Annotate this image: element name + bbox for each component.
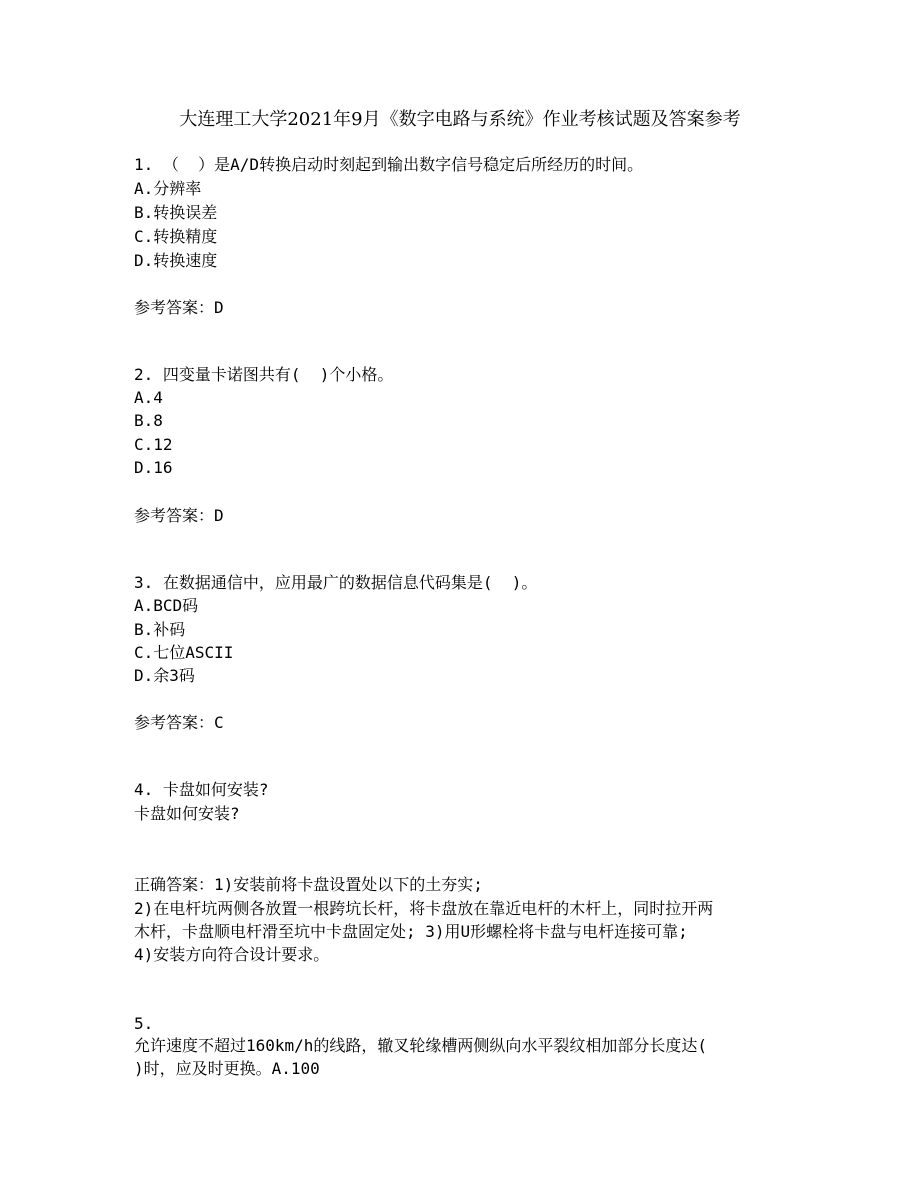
question-3-stem: 3. 在数据通信中，应用最广的数据信息代码集是( )。 — [134, 573, 538, 592]
question-4-body: 卡盘如何安装? — [134, 804, 240, 823]
question-4-answer-line-4: 4)安装方向符合设计要求。 — [134, 945, 330, 964]
question-2-option-b: B.8 — [134, 411, 163, 430]
question-5-stem: 5. — [134, 1014, 154, 1033]
question-4-answer-line-1: 正确答案：1)安装前将卡盘设置处以下的土夯实; — [134, 875, 483, 894]
question-1-option-c: C.转换精度 — [134, 227, 218, 246]
question-2-option-c: C.12 — [134, 435, 173, 454]
document-title: 大连理工大学2021年9月《数字电路与系统》作业考核试题及答案参考 — [179, 109, 741, 130]
question-4-answer-line-2: 2)在电杆坑两侧各放置一根跨坑长杆，将卡盘放在靠近电杆的木杆上，同时拉开两 — [134, 899, 714, 918]
question-5-body-line-2: )时，应及时更换。A.100 — [134, 1059, 320, 1078]
question-4-answer-line-3: 木杆，卡盘顺电杆滑至坑中卡盘固定处; 3)用U形螺栓将卡盘与电杆连接可靠; — [134, 922, 688, 941]
question-1-answer: 参考答案：D — [134, 298, 224, 317]
question-2-answer: 参考答案：D — [134, 506, 224, 525]
question-3-option-a: A.BCD码 — [134, 596, 199, 615]
question-2-stem: 2. 四变量卡诺图共有( )个小格。 — [134, 365, 394, 384]
question-2-option-a: A.4 — [134, 388, 163, 407]
question-3-option-b: B.补码 — [134, 620, 186, 639]
question-3-answer: 参考答案：C — [134, 713, 224, 732]
question-3-option-c: C.七位ASCII — [134, 643, 234, 662]
question-5-body-line-1: 允许速度不超过160km/h的线路，辙叉轮缘槽两侧纵向水平裂纹相加部分长度达( — [134, 1036, 708, 1055]
question-4-stem: 4. 卡盘如何安装? — [134, 780, 269, 799]
question-3-option-d: D.余3码 — [134, 666, 195, 685]
question-1-option-d: D.转换速度 — [134, 251, 218, 270]
question-1-option-b: B.转换误差 — [134, 203, 218, 222]
question-1-option-a: A.分辨率 — [134, 179, 202, 198]
question-2-option-d: D.16 — [134, 458, 173, 477]
question-1-stem: 1. （ ）是A/D转换启动时刻起到输出数字信号稳定后所经历的时间。 — [134, 155, 644, 174]
